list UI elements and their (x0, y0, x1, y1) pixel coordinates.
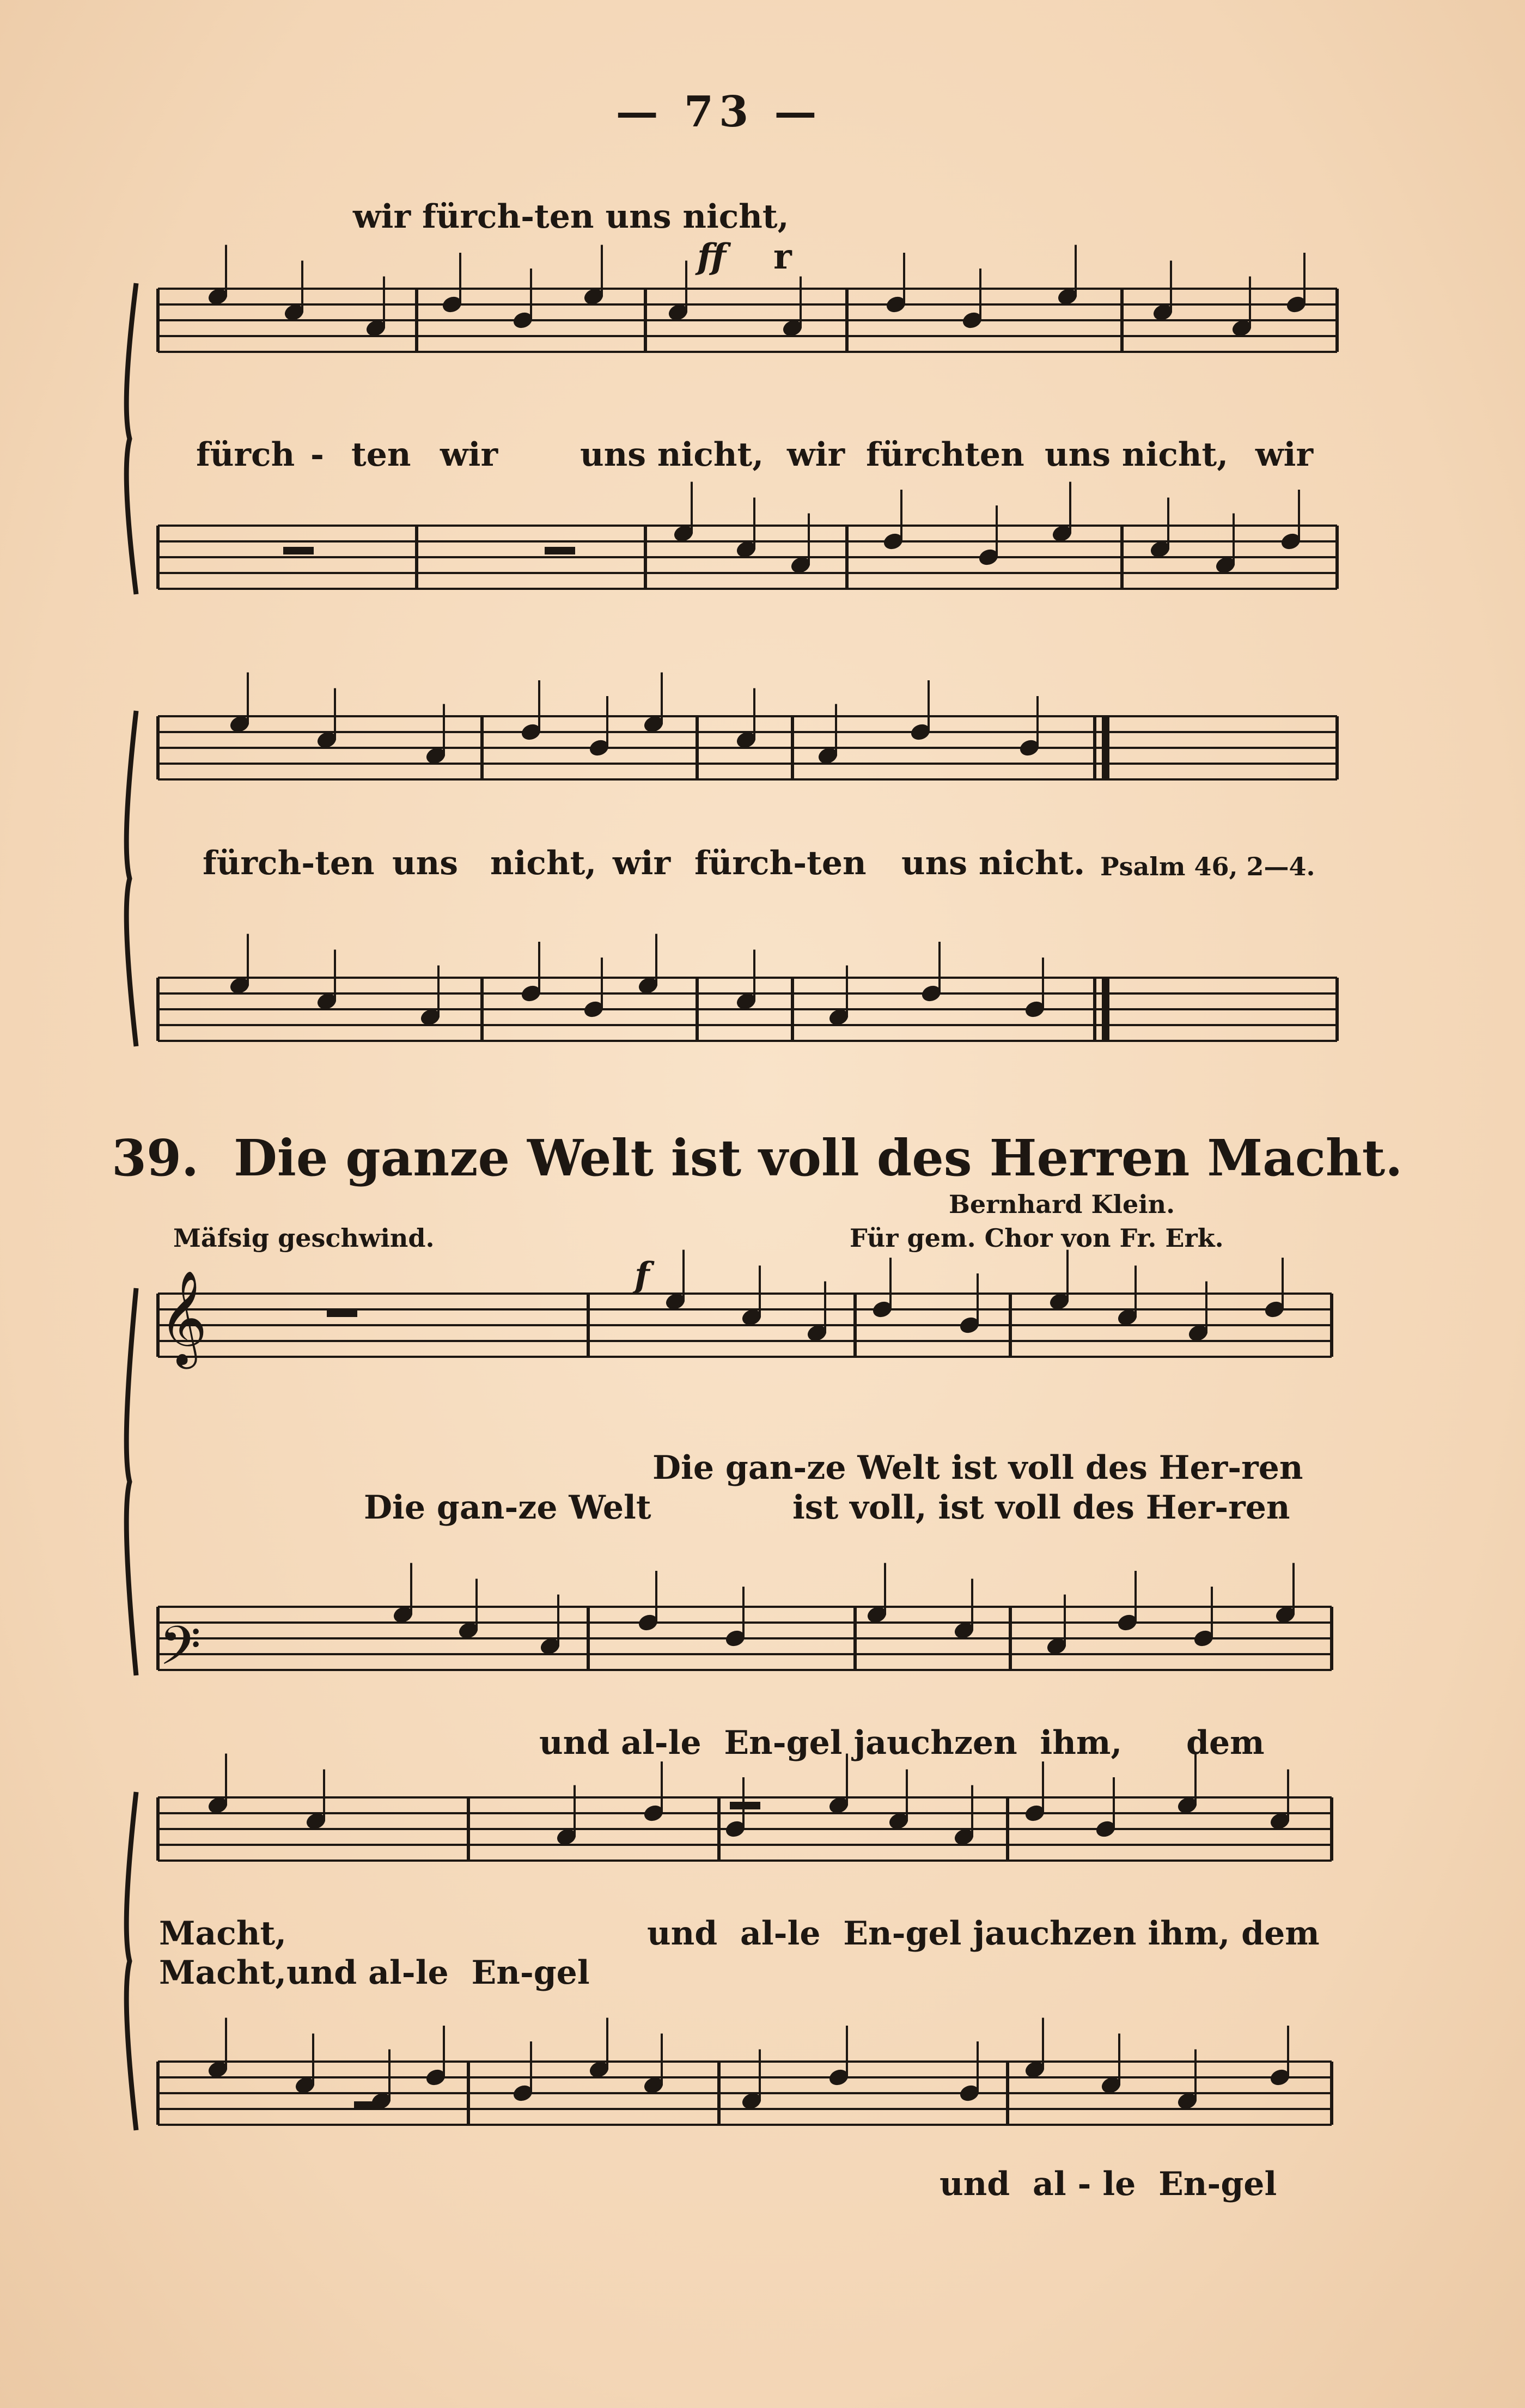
whole-rest (545, 547, 575, 554)
song-title-text: Die ganze Welt ist voll des Herren Macht. (234, 1129, 1403, 1187)
whole-rest (354, 2101, 385, 2109)
system-brace (126, 711, 136, 1046)
system3-lyrics-lower2: ist voll, ist voll des Her-ren (792, 1489, 1290, 1527)
tempo-marking: Mäfsig geschwind. (173, 1223, 435, 1253)
system2-lyric-3: wir (613, 844, 671, 882)
system4-lyrics-bass: Macht,und al-le En-gel (159, 1954, 590, 1992)
whole-rest (730, 1802, 760, 1809)
system3-lyrics-lower: Die gan-ze Welt (364, 1489, 651, 1527)
system-brace (126, 1792, 136, 2130)
system4-lyrics-above: und al-le En-gel jauchzen ihm, (539, 1724, 1123, 1762)
system1-lyric-1: - (310, 436, 324, 474)
song-number: 39. (112, 1129, 199, 1187)
system1-lyric-5: wir (787, 436, 845, 474)
system2-lyric-5: uns nicht. (901, 844, 1085, 882)
whole-rest (327, 1309, 357, 1317)
psalm-reference: Psalm 46, 2—4. (1100, 852, 1315, 881)
system1-lyrics-above: wir fürch-ten uns nicht, (353, 198, 789, 236)
system4-lyrics-left: Macht, (159, 1915, 287, 1953)
system1-lyric-7: uns nicht, (1045, 436, 1229, 474)
song-title (112, 1129, 1403, 1187)
page-number: — 73 — (615, 87, 822, 137)
treble-clef: 𝄞 (159, 1270, 208, 1365)
system2-lyric-2: nicht, (490, 844, 597, 882)
system2-lyric-0: fürch-ten (203, 844, 375, 882)
system4-lyrics-middle: und al-le En-gel jauchzen ihm, dem (647, 1915, 1320, 1953)
whole-rest (283, 547, 314, 554)
system4-lyrics-above-end: dem (1186, 1724, 1265, 1762)
system1-lyric-3: wir (440, 436, 498, 474)
system1-lyric-2: ten (351, 436, 411, 474)
system2-lyric-1: uns (392, 844, 459, 882)
system1-lyric-0: fürch (196, 436, 295, 474)
system1-dynamic-r: r (773, 236, 792, 277)
system1-lyric-8: wir (1255, 436, 1314, 474)
bass-clef: 𝄢 (159, 1615, 202, 1691)
song-dynamic-f: f (635, 1255, 650, 1296)
system1-lyric-6: fürchten (866, 436, 1024, 474)
system2-lyric-4: fürch-ten (694, 844, 867, 882)
system3-lyrics-upper: Die gan-ze Welt ist voll des Her-ren (652, 1449, 1303, 1487)
arrangement: Für gem. Chor von Fr. Erk. (850, 1223, 1224, 1253)
system-brace (126, 283, 136, 594)
system-brace (126, 1288, 136, 1675)
system1-lyric-4: uns nicht, (580, 436, 764, 474)
system1-dynamic-ff: ff (697, 236, 726, 277)
composer: Bernhard Klein. (949, 1190, 1175, 1219)
system4-lyrics-below: und al - le En-gel (940, 2165, 1277, 2203)
